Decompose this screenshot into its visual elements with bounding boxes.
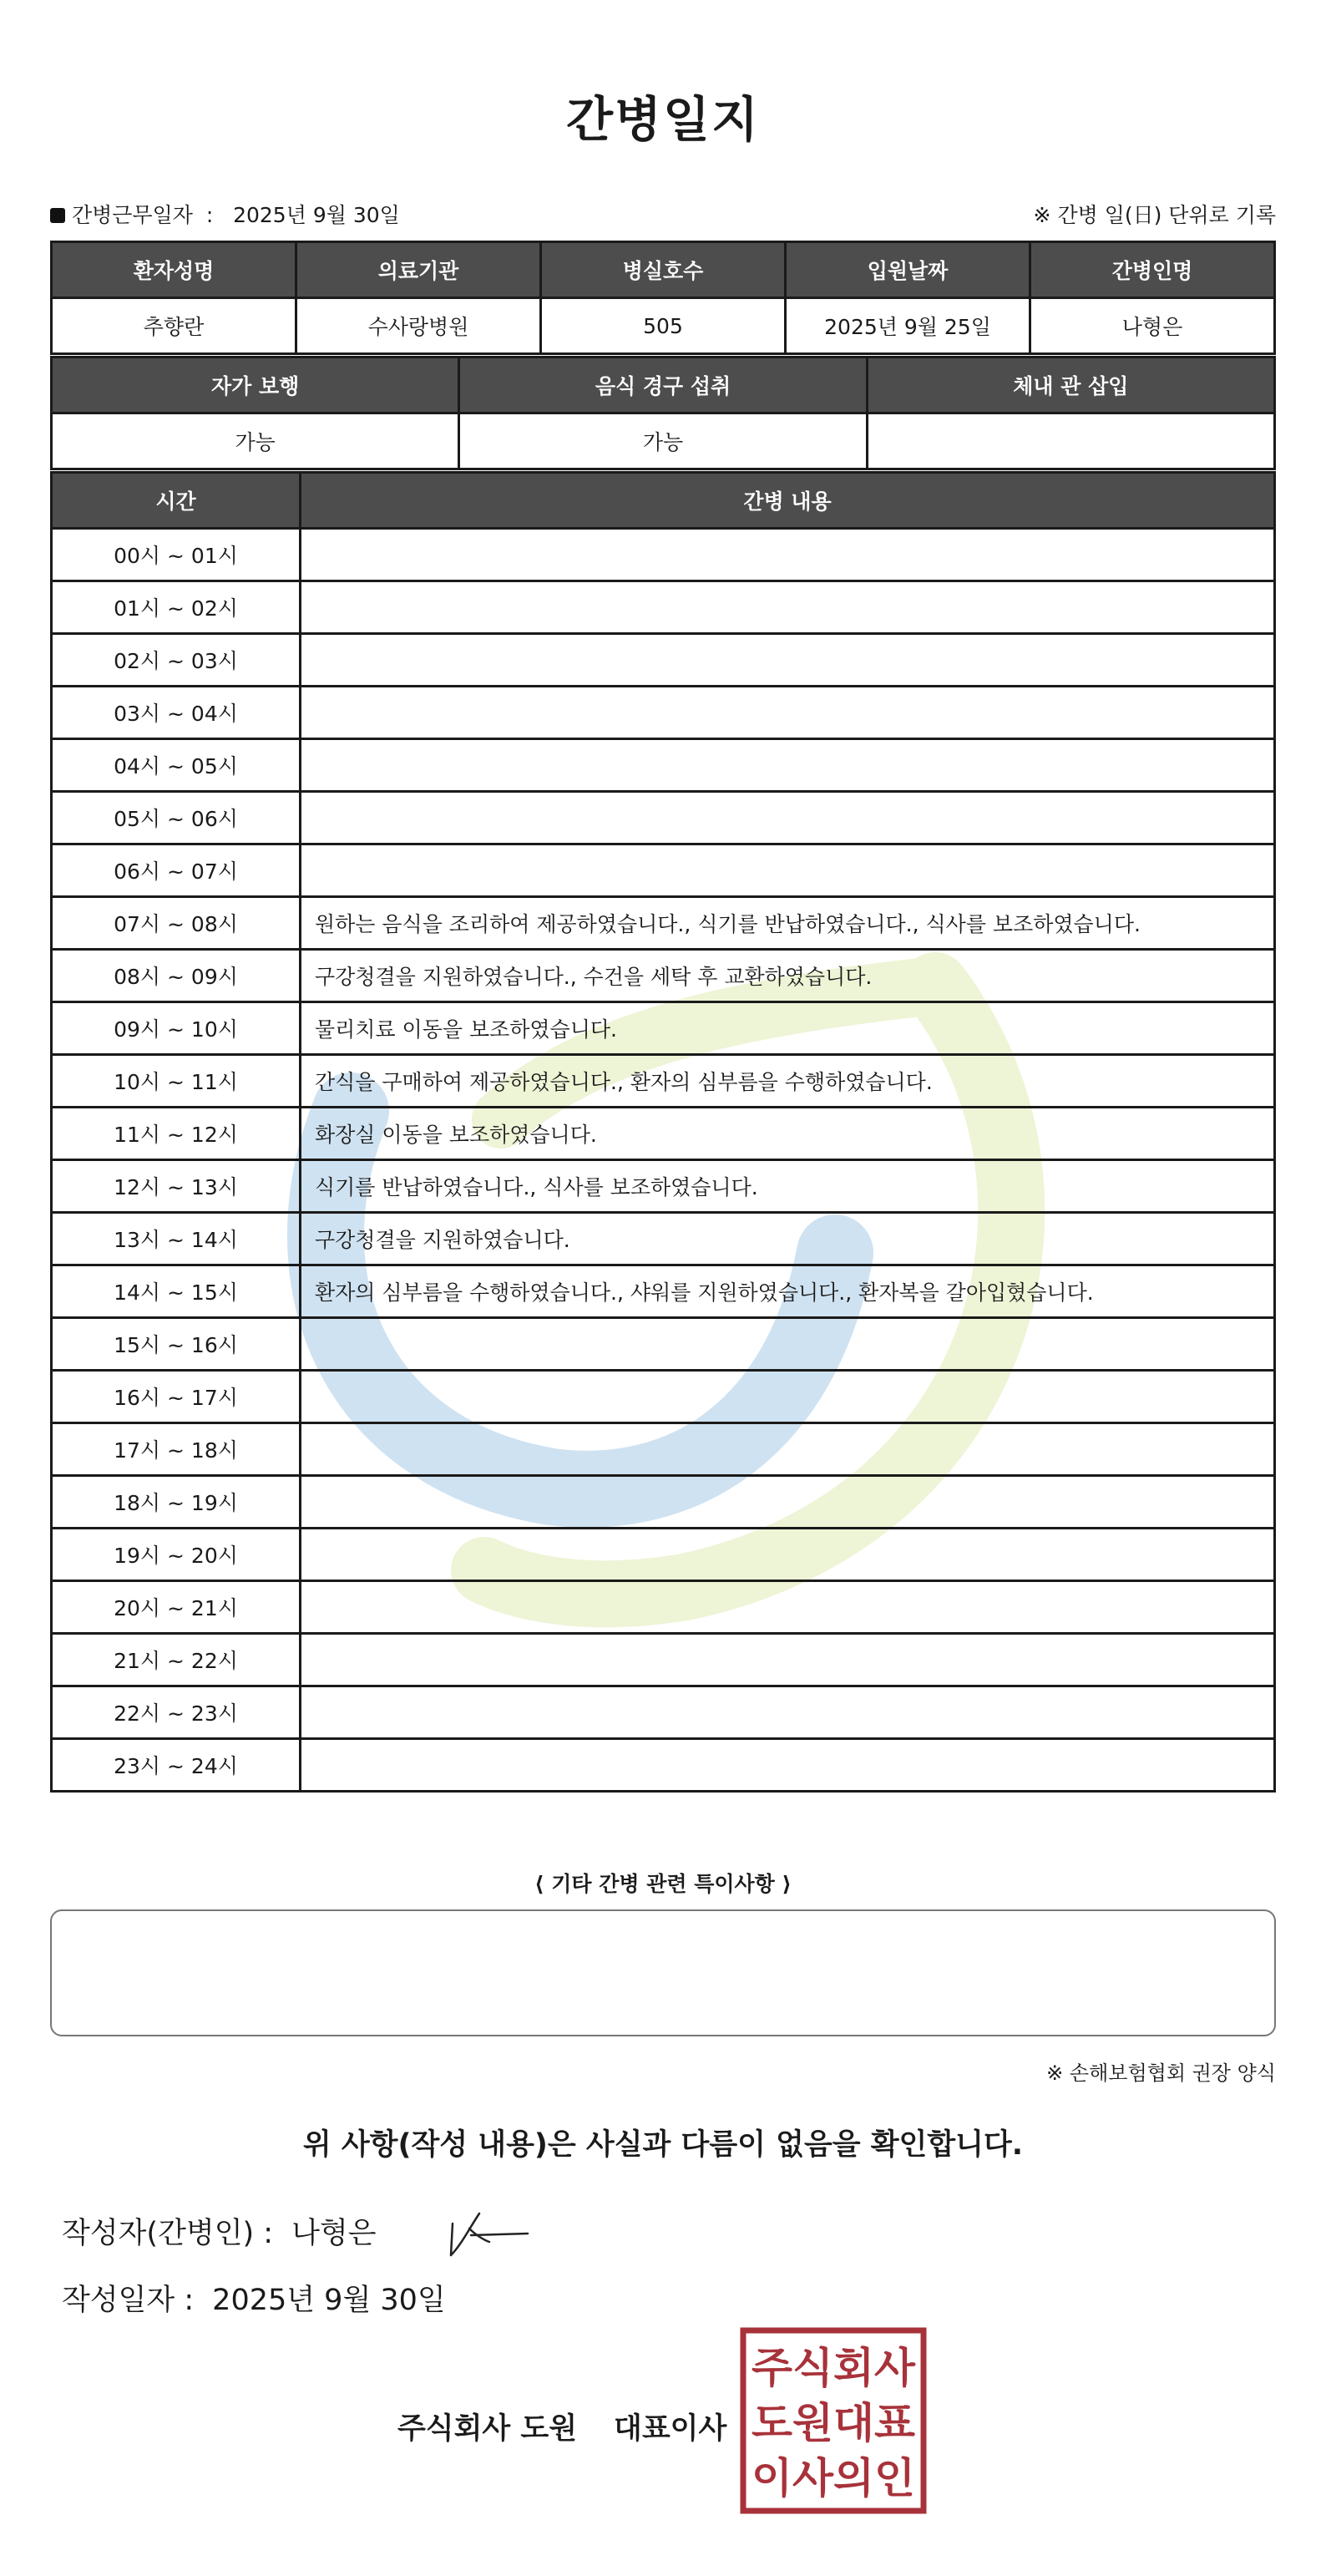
oral-intake-value: 가능 — [459, 413, 867, 469]
time-slot: 12시 ~ 13시 — [52, 1160, 301, 1213]
seal-text-line: 이사의인 — [752, 2454, 915, 2502]
work-date-line — [50, 199, 400, 229]
care-content — [301, 792, 1275, 844]
written-date-label: 작성일자 : — [62, 2284, 195, 2317]
care-content — [301, 1634, 1275, 1686]
writer-line — [62, 2210, 377, 2252]
room-number-value: 505 — [541, 298, 786, 354]
care-content: 환자의 심부름을 수행하였습니다., 샤워를 지원하였습니다., 환자복을 갈아입혔습니다. — [301, 1265, 1275, 1318]
time-slot: 11시 ~ 12시 — [52, 1108, 301, 1160]
time-slot: 19시 ~ 20시 — [52, 1529, 301, 1581]
extra-notes-box — [50, 1909, 1276, 2036]
header-self-walking: 자가 보행 — [52, 357, 459, 413]
header-oral-intake: 음식 경구 섭취 — [459, 357, 867, 413]
care-log-row — [52, 529, 1275, 581]
time-slot: 23시 ~ 24시 — [52, 1739, 301, 1792]
care-log-table — [50, 471, 1276, 1793]
care-log-row — [52, 1529, 1275, 1581]
care-content — [301, 581, 1275, 634]
header-room-number: 병실호수 — [541, 242, 786, 298]
care-log-row — [52, 739, 1275, 792]
care-content — [301, 1371, 1275, 1423]
care-log-row — [52, 1739, 1275, 1792]
header-admission-date: 입원날짜 — [786, 242, 1030, 298]
care-log-row — [52, 897, 1275, 950]
time-slot: 01시 ~ 02시 — [52, 581, 301, 634]
care-log-row — [52, 1371, 1275, 1423]
care-content — [301, 1476, 1275, 1529]
care-content: 원하는 음식을 조리하여 제공하였습니다., 식기를 반납하였습니다., 식사를 보조하였습니다. — [301, 897, 1275, 950]
care-content — [301, 529, 1275, 581]
care-content: 화장실 이동을 보조하였습니다. — [301, 1108, 1275, 1160]
care-log-row — [52, 634, 1275, 687]
care-log-body — [52, 529, 1275, 1792]
care-content: 구강청결을 지원하였습니다. — [301, 1213, 1275, 1265]
care-log-row — [52, 1108, 1275, 1160]
time-slot: 08시 ~ 09시 — [52, 950, 301, 1002]
representative-title: 대표이사 — [614, 2412, 727, 2446]
tube-insertion-value — [867, 413, 1274, 469]
care-content — [301, 739, 1275, 792]
time-slot: 17시 ~ 18시 — [52, 1423, 301, 1476]
work-date-label: 간병근무일자 — [72, 203, 193, 227]
care-content — [301, 1423, 1275, 1476]
care-content — [301, 687, 1275, 739]
page-title: 간병일지 — [565, 91, 761, 148]
care-content — [301, 1581, 1275, 1634]
time-slot: 20시 ~ 21시 — [52, 1581, 301, 1634]
confirmation-statement: 위 사항(작성 내용)은 사실과 다름이 없음을 확인합니다. — [302, 2128, 1024, 2162]
care-log-row — [52, 1002, 1275, 1055]
care-log-row — [52, 1634, 1275, 1686]
care-content — [301, 1739, 1275, 1792]
patient-status-value-row — [52, 413, 1275, 469]
time-slot: 07시 ~ 08시 — [52, 897, 301, 950]
time-slot: 15시 ~ 16시 — [52, 1318, 301, 1371]
time-slot: 05시 ~ 06시 — [52, 792, 301, 844]
care-log-row — [52, 1160, 1275, 1213]
time-slot: 03시 ~ 04시 — [52, 687, 301, 739]
patient-name-value: 추향란 — [52, 298, 296, 354]
patient-status-header-row — [52, 357, 1275, 413]
admission-date-value: 2025년 9월 25일 — [786, 298, 1030, 354]
header-care-content: 간병 내용 — [301, 473, 1275, 529]
care-log-row — [52, 1476, 1275, 1529]
patient-status-table — [50, 356, 1276, 470]
time-slot: 09시 ~ 10시 — [52, 1002, 301, 1055]
handwritten-signature — [441, 2195, 549, 2262]
hospital-value: 수사랑병원 — [296, 298, 541, 354]
seal-text-line: 주식회사 — [752, 2344, 916, 2392]
seal-text-line: 도원대표 — [752, 2399, 916, 2447]
patient-info-table — [50, 241, 1276, 355]
care-log-row — [52, 1213, 1275, 1265]
care-log-row — [52, 1055, 1275, 1108]
extra-notes-title: ⟨ 기타 간병 관련 특이사항 ⟩ — [534, 1872, 792, 1896]
caregiver-name-value: 나형은 — [1030, 298, 1275, 354]
time-slot: 21시 ~ 22시 — [52, 1634, 301, 1686]
time-slot: 02시 ~ 03시 — [52, 634, 301, 687]
company-name: 주식회사 도원 — [397, 2412, 578, 2446]
patient-info-value-row — [52, 298, 1275, 354]
company-line — [397, 2406, 726, 2447]
written-date-line — [62, 2277, 446, 2319]
care-log-row — [52, 792, 1275, 844]
self-walking-value: 가능 — [52, 413, 459, 469]
patient-info-header-row — [52, 242, 1275, 298]
seal-text-group — [752, 2344, 916, 2502]
care-log-row — [52, 844, 1275, 897]
care-log-row — [52, 581, 1275, 634]
work-date-separator: : — [205, 203, 214, 227]
care-log-row — [52, 1686, 1275, 1739]
time-slot: 06시 ~ 07시 — [52, 844, 301, 897]
company-seal-stamp — [740, 2327, 927, 2514]
writer-label: 작성자(간병인) : — [62, 2217, 274, 2250]
work-date-value: 2025년 9월 30일 — [233, 203, 400, 227]
time-slot: 13시 ~ 14시 — [52, 1213, 301, 1265]
square-bullet-icon — [50, 208, 65, 223]
time-slot: 16시 ~ 17시 — [52, 1371, 301, 1423]
care-content: 물리치료 이동을 보조하였습니다. — [301, 1002, 1275, 1055]
care-content — [301, 1686, 1275, 1739]
time-slot: 00시 ~ 01시 — [52, 529, 301, 581]
header-time: 시간 — [52, 473, 301, 529]
care-log-row — [52, 1581, 1275, 1634]
care-content — [301, 634, 1275, 687]
care-log-row — [52, 687, 1275, 739]
care-content — [301, 844, 1275, 897]
care-content: 간식을 구매하여 제공하였습니다., 환자의 심부름을 수행하였습니다. — [301, 1055, 1275, 1108]
time-slot: 18시 ~ 19시 — [52, 1476, 301, 1529]
association-note: ※ 손해보험협회 권장 양식 — [1046, 2061, 1276, 2085]
time-slot: 14시 ~ 15시 — [52, 1265, 301, 1318]
care-content — [301, 1318, 1275, 1371]
time-slot: 04시 ~ 05시 — [52, 739, 301, 792]
header-patient-name: 환자성명 — [52, 242, 296, 298]
care-log-row — [52, 1423, 1275, 1476]
unit-note: ※ 간병 일(日) 단위로 기록 — [1033, 203, 1276, 227]
time-slot: 10시 ~ 11시 — [52, 1055, 301, 1108]
care-content: 구강청결을 지원하였습니다., 수건을 세탁 후 교환하였습니다. — [301, 950, 1275, 1002]
care-content: 식기를 반납하였습니다., 식사를 보조하였습니다. — [301, 1160, 1275, 1213]
header-tube-insertion: 체내 관 삽입 — [867, 357, 1274, 413]
care-content — [301, 1529, 1275, 1581]
care-log-header-row — [52, 473, 1275, 529]
header-hospital: 의료기관 — [296, 242, 541, 298]
written-date-value: 2025년 9월 30일 — [212, 2284, 446, 2317]
time-slot: 22시 ~ 23시 — [52, 1686, 301, 1739]
header-caregiver-name: 간병인명 — [1030, 242, 1275, 298]
care-log-row — [52, 1265, 1275, 1318]
care-log-row — [52, 950, 1275, 1002]
care-log-row — [52, 1318, 1275, 1371]
writer-name: 나형은 — [291, 2217, 377, 2250]
